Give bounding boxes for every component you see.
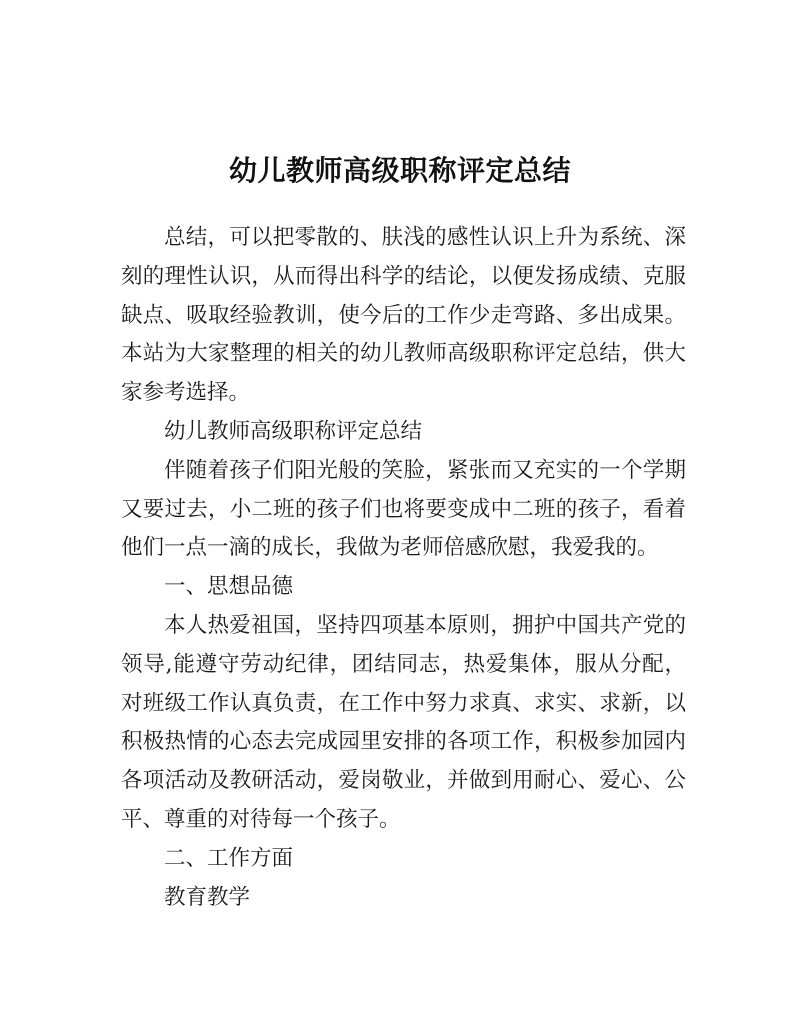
subsection-heading-teaching: 教育教学 [164, 884, 251, 910]
document-body [121, 219, 686, 917]
section-heading-ideology: 一、思想品德 [164, 574, 294, 600]
section-heading-work: 二、工作方面 [164, 845, 294, 871]
subtitle-paragraph: 幼儿教师高级职称评定总结 [164, 418, 423, 444]
document-title: 幼儿教师高级职称评定总结 [228, 153, 571, 187]
intro-paragraph: 总结，可以把零散的、肤浅的感性认识上升为系统、深刻的理性认识，从而得出科学的结论，以便发扬成绩、克服缺点、吸取经验教训，使今后的工作少走弯路、多出成果。本站为大家整理的相关的幼儿教师高级职称评定总结，供大家参考选择。 [121, 225, 686, 406]
opening-paragraph: 伴随着孩子们阳光般的笑脸，紧张而又充实的一个学期又要过去，小二班的孩子们也将要变成中二班的孩子，看着他们一点一滴的成长，我做为老师倍感欣慰，我爱我的。 [121, 457, 686, 561]
ideology-paragraph: 本人热爱祖国，坚持四项基本原则，拥护中国共产党的领导,能遵守劳动纪律，团结同志，热爱集体，服从分配，对班级工作认真负责，在工作中努力求真、求实、求新，以积极热情的心态去完成园里安排的各项工作，积极参加园内各项活动及教研活动，爱岗敬业，并做到用耐心、爱心、公平、尊重的对待每一个孩子。 [121, 612, 686, 832]
